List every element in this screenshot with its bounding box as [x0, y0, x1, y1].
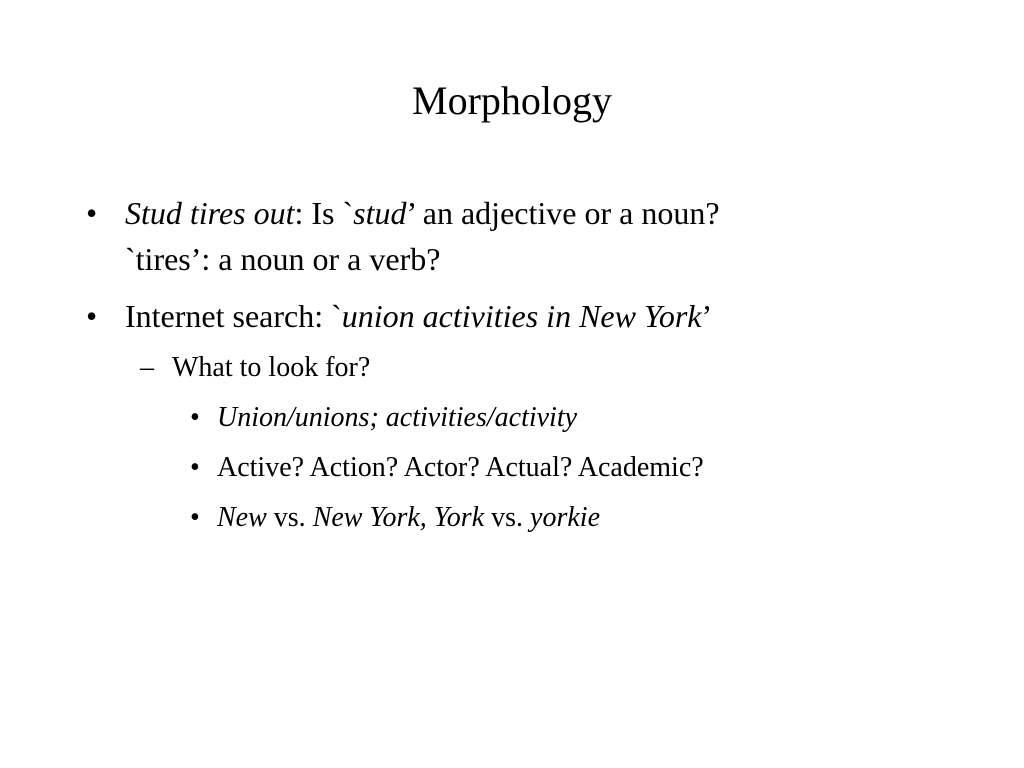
subsubitem-text: Active? Action? Actor? Actual? Academic?: [217, 452, 704, 483]
bullet-marker: •: [190, 502, 200, 533]
bullet-marker: •: [190, 452, 200, 483]
text-segment: ’ an adjective or a noun?: [406, 195, 720, 231]
bullet-marker: •: [86, 195, 98, 231]
bullet-line-2: `tires’: a noun or a verb?: [125, 241, 441, 277]
search-query: union activities in New York: [341, 298, 702, 334]
bullet-line: [125, 293, 712, 339]
bullet-marker: •: [190, 402, 200, 433]
subsubitem-text: Union/unions; activities/activity: [217, 402, 578, 433]
text-segment: ’: [701, 298, 713, 334]
subsubitem-text: [217, 500, 600, 536]
words-new-york-york: New York, York: [312, 502, 485, 533]
phrase-stud-tires-out: Stud tires out: [125, 195, 295, 231]
word-new: New: [217, 502, 267, 533]
bullet-line-1: [125, 190, 720, 236]
bullet-marker: •: [86, 298, 98, 334]
text-segment: Internet search: `: [125, 298, 342, 334]
text-segment: : Is `: [294, 195, 354, 231]
text-segment: vs.: [484, 502, 531, 533]
slide-title: Morphology: [412, 78, 612, 123]
dash-marker: –: [140, 352, 154, 383]
word-yorkie: yorkie: [530, 502, 600, 533]
word-stud: stud: [353, 195, 407, 231]
subitem-text: What to look for?: [172, 352, 371, 383]
text-segment: vs.: [266, 502, 313, 533]
